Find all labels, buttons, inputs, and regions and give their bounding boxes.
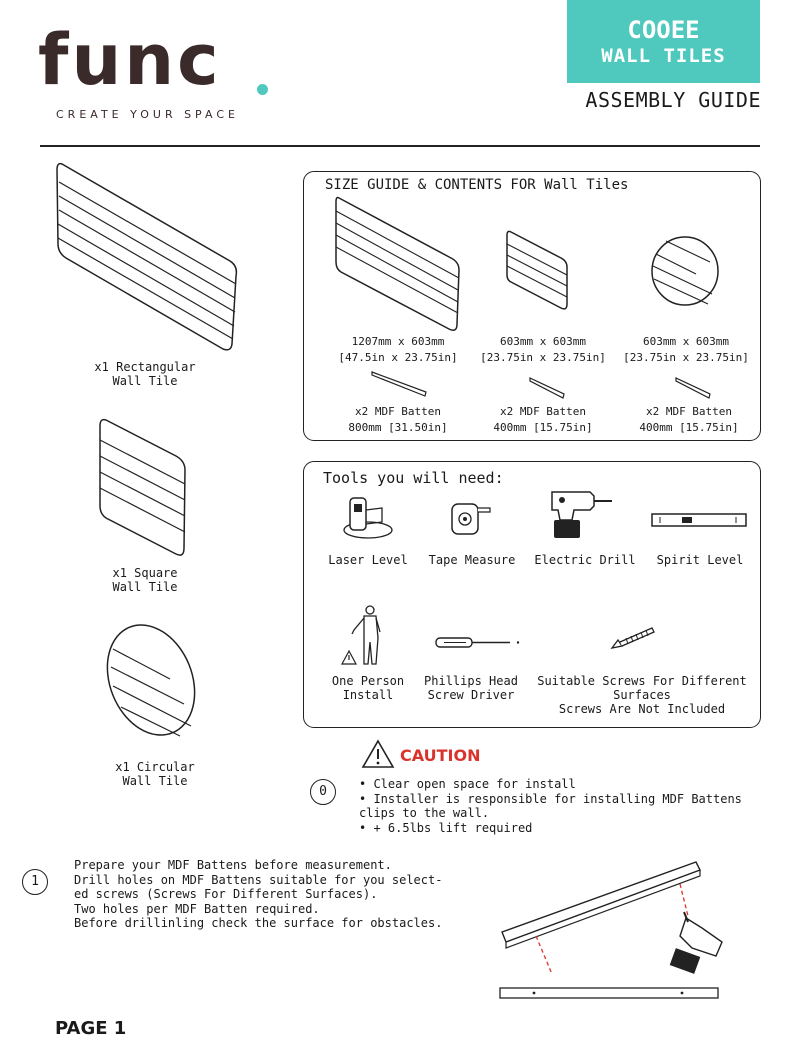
size-rect-mm: 1207mm x 603mm xyxy=(351,335,445,348)
size-rect-tile-illustration xyxy=(333,196,463,336)
tool-screwdriver xyxy=(416,674,526,702)
tool-screws-3: Screws Are Not Included xyxy=(558,702,726,716)
square-tile-label xyxy=(70,566,220,594)
warning-icon xyxy=(361,739,395,769)
tool-one-person-1: One Person xyxy=(331,674,405,688)
product-title-box xyxy=(567,0,760,83)
caution-list xyxy=(359,777,759,835)
square-tile-label-1: x1 Square xyxy=(112,566,178,580)
laser-level-icon xyxy=(338,492,394,542)
step-1-text xyxy=(74,858,474,931)
step-1-line: ed screws (Screws For Different Surfaces). xyxy=(74,887,378,901)
batten-800-illustration xyxy=(370,370,430,398)
caution-line: clips to the wall. xyxy=(359,806,490,820)
size-square-dims xyxy=(468,334,618,366)
tool-electric-drill: Electric Drill xyxy=(534,553,636,567)
guide-title: ASSEMBLY GUIDE xyxy=(585,88,761,112)
size-circle-in: [23.75in x 23.75in] xyxy=(623,351,749,364)
circular-tile-illustration xyxy=(108,622,198,742)
size-rect-dims xyxy=(318,334,478,366)
tool-laser-level: Laser Level xyxy=(328,553,408,567)
batten-400-illustration-a xyxy=(528,376,568,400)
circle-tile-label-2: Wall Tile xyxy=(122,774,188,788)
brand-logo: func xyxy=(38,19,222,101)
size-square-tile-illustration xyxy=(506,230,570,312)
size-rect-in: [47.5in x 23.75in] xyxy=(338,351,458,364)
batten-400-size-a: 400mm [15.75in] xyxy=(493,421,593,434)
rectangular-tile-illustration xyxy=(50,160,250,360)
size-circle-tile-illustration xyxy=(650,236,722,308)
tool-screwdriver-1: Phillips Head xyxy=(424,674,518,688)
batten-400-label-b xyxy=(614,404,764,436)
circle-tile-label xyxy=(80,760,230,788)
page-number: PAGE 1 xyxy=(55,1018,127,1039)
tool-screws xyxy=(530,674,754,716)
rect-tile-label xyxy=(70,360,220,388)
tool-screws-2: Surfaces xyxy=(613,688,671,702)
caution-line: • Installer is responsible for installing MDF Battens xyxy=(359,791,742,806)
batten-400-label-a xyxy=(468,404,618,436)
size-circle-dims xyxy=(611,334,761,366)
tools-title: Tools you will need: xyxy=(323,469,504,487)
tool-one-person-2: Install xyxy=(342,688,394,702)
size-circle-mm: 603mm x 603mm xyxy=(642,335,730,348)
step-1-badge: 1 xyxy=(22,869,48,895)
step-1-line: Before drillinling check the surface for obstacles. xyxy=(74,916,443,930)
step-1-line: Prepare your MDF Battens before measurement. xyxy=(74,858,392,872)
rect-tile-label-2: Wall Tile xyxy=(112,374,178,388)
tape-measure-icon xyxy=(448,498,494,540)
size-square-mm: 603mm x 603mm xyxy=(499,335,587,348)
square-tile-illustration xyxy=(98,418,190,558)
brand-tagline: CREATE YOUR SPACE xyxy=(56,108,239,121)
header-divider xyxy=(40,145,760,147)
caution-title: CAUTION xyxy=(400,746,481,765)
rect-tile-label-1: x1 Rectangular xyxy=(94,360,196,374)
screw-icon xyxy=(608,622,658,656)
step-1-line: Drill holes on MDF Battens suitable for you select- xyxy=(74,872,443,887)
batten-400-count-b: x2 MDF Batten xyxy=(645,405,733,418)
step-1-line: Two holes per MDF Batten required. xyxy=(74,901,320,916)
batten-400-size-b: 400mm [15.75in] xyxy=(639,421,739,434)
product-name: COOEE xyxy=(627,16,700,44)
batten-400-count-a: x2 MDF Batten xyxy=(499,405,587,418)
tool-one-person xyxy=(318,674,418,702)
tool-tape-measure: Tape Measure xyxy=(428,553,516,567)
logo-dot xyxy=(257,84,268,95)
tool-screws-1: Suitable Screws For Different xyxy=(537,674,747,688)
square-tile-label-2: Wall Tile xyxy=(112,580,178,594)
batten-drilling-illustration xyxy=(496,856,736,1006)
one-person-icon xyxy=(340,604,386,668)
batten-800-size: 800mm [31.50in] xyxy=(348,421,448,434)
screwdriver-icon xyxy=(434,636,524,650)
caution-line: • + 6.5lbs lift required xyxy=(359,820,533,835)
batten-400-illustration-b xyxy=(674,376,714,400)
step-0-badge: 0 xyxy=(310,779,336,805)
batten-800-count: x2 MDF Batten xyxy=(354,405,442,418)
size-square-in: [23.75in x 23.75in] xyxy=(480,351,606,364)
product-type: WALL TILES xyxy=(601,45,726,67)
batten-800-label xyxy=(318,404,478,436)
spirit-level-icon xyxy=(650,510,748,530)
circle-tile-label-1: x1 Circular xyxy=(115,760,195,774)
tool-spirit-level: Spirit Level xyxy=(656,553,744,567)
electric-drill-icon xyxy=(546,486,616,544)
size-guide-title: SIZE GUIDE & CONTENTS FOR Wall Tiles xyxy=(325,177,629,193)
caution-line: • Clear open space for install xyxy=(359,777,576,791)
tool-screwdriver-2: Screw Driver xyxy=(427,688,515,702)
